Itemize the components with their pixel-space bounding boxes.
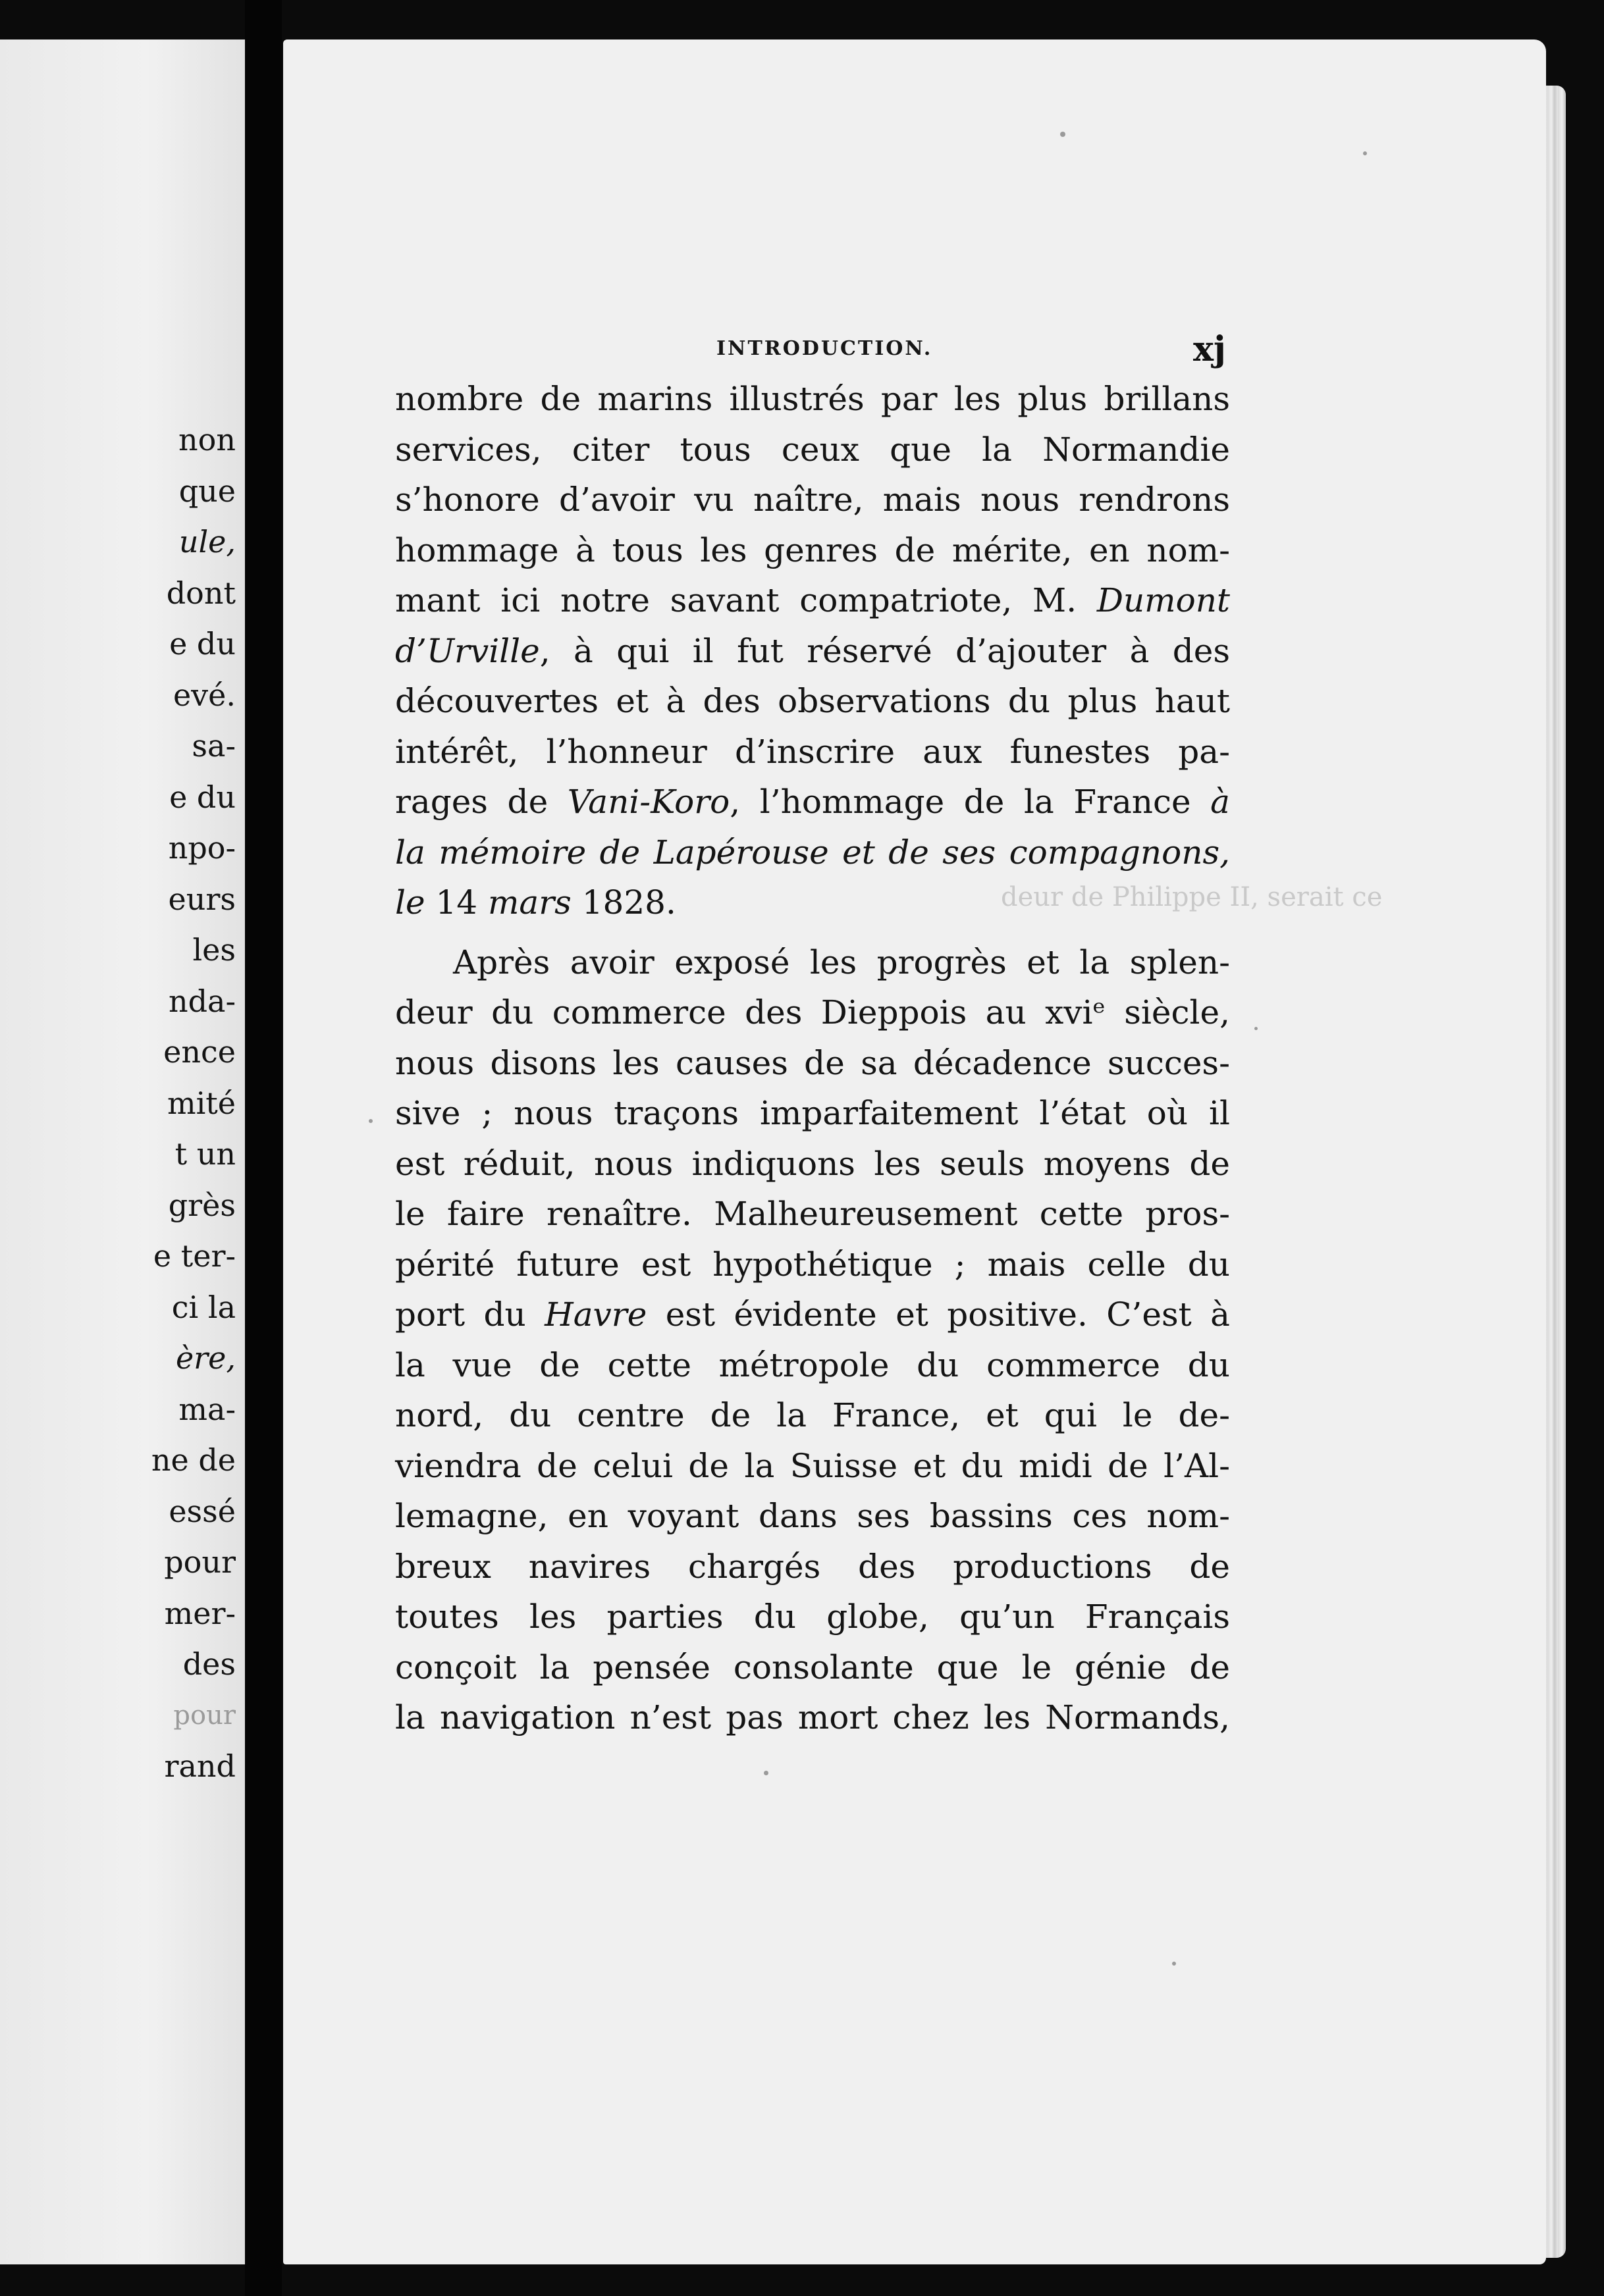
- left-page-line: e ter-: [153, 1238, 236, 1274]
- left-page-fragment: [0, 39, 245, 2264]
- left-page-line: dont: [166, 575, 236, 611]
- left-page-line: ule,: [178, 524, 236, 560]
- left-page-line: mité: [167, 1085, 236, 1121]
- text-run: la vue de cette métropole du commerce du: [395, 1345, 1230, 1384]
- text-run: lemagne, en voyant dans ses bassins ces nom-: [395, 1497, 1230, 1535]
- text-run: intérêt, l’honneur d’inscrire aux funestes pa-: [395, 732, 1230, 771]
- body-text: [395, 374, 1230, 1743]
- left-page-line: rand: [164, 1748, 236, 1784]
- text-line: [395, 1139, 1230, 1189]
- italic-text: la mémoire de Lapérouse et de ses compagnons,: [395, 833, 1230, 872]
- italic-text: Havre: [545, 1295, 647, 1334]
- page-number: xj: [1193, 329, 1226, 369]
- left-page-line: ma-: [178, 1391, 236, 1427]
- book-gutter: [245, 0, 282, 2296]
- text-run: nombre de marins illustrés par les plus brillans: [395, 380, 1230, 418]
- left-page-line: ci la: [171, 1289, 236, 1325]
- left-page-line: ne de: [151, 1442, 236, 1478]
- left-page-text: [151, 415, 236, 1792]
- text-line: [395, 1290, 1230, 1340]
- left-page-line: e du: [169, 626, 236, 662]
- text-run: services, citer tous ceux que la Normandie: [395, 430, 1230, 469]
- scan-speck: [764, 1771, 768, 1775]
- scan-speck: [369, 1119, 373, 1123]
- italic-text: à: [1210, 783, 1230, 821]
- text-line: [395, 937, 1230, 988]
- text-line: [395, 1189, 1230, 1239]
- text-line: [395, 425, 1230, 475]
- left-page-line: t un: [174, 1136, 236, 1172]
- text-run: mant ici notre savant compatriote, M.: [395, 581, 1097, 619]
- text-line: [395, 1542, 1230, 1592]
- text-line: [395, 1340, 1230, 1391]
- text-line: [395, 1692, 1230, 1743]
- text-run: est réduit, nous indiquons les seuls moyens de: [395, 1144, 1230, 1183]
- paragraph-gap: [395, 928, 1230, 937]
- left-page-line: des: [182, 1646, 236, 1682]
- left-page-line: e du: [169, 779, 236, 815]
- text-run: s’honore d’avoir vu naître, mais nous rendrons: [395, 481, 1230, 519]
- left-page-line: les: [192, 932, 236, 968]
- scan-speck: [1172, 1962, 1176, 1966]
- text-run: 1828.: [571, 883, 676, 922]
- text-line: [395, 1038, 1230, 1089]
- italic-text: Dumont: [1096, 581, 1230, 619]
- text-line: [395, 827, 1230, 878]
- text-run: rages de: [395, 783, 568, 821]
- text-line: [395, 374, 1230, 425]
- text-line: [395, 1491, 1230, 1542]
- text-run: hommage à tous les genres de mérite, en nom-: [395, 531, 1230, 569]
- left-page-line: evé.: [173, 677, 236, 713]
- italic-text: Vani-Koro: [567, 783, 730, 821]
- text-line: [395, 727, 1230, 777]
- text-run: deur du commerce des Dieppois au xviᵉ siècle,: [395, 993, 1230, 1031]
- left-page-line: pour: [164, 1544, 236, 1580]
- text-run: sive ; nous traçons imparfaitement l’état où il: [395, 1094, 1230, 1132]
- scan-speck: [1363, 151, 1367, 155]
- text-line: [395, 1088, 1230, 1139]
- text-line: [395, 626, 1230, 677]
- text-run: conçoit la pensée consolante que le génie de: [395, 1648, 1230, 1686]
- text-line: [395, 1642, 1230, 1693]
- left-page-line: que: [178, 473, 236, 509]
- text-line: [395, 1239, 1230, 1290]
- left-page-line: essé: [169, 1493, 236, 1529]
- text-run: port du: [395, 1295, 545, 1334]
- text-line: [395, 987, 1230, 1038]
- left-page-line: nda-: [168, 983, 236, 1019]
- italic-text: le: [395, 883, 425, 922]
- text-run: Après avoir exposé les progrès et la splen-: [453, 943, 1230, 981]
- text-line: [395, 1441, 1230, 1492]
- left-page-line: npo-: [168, 830, 236, 866]
- left-page-line: ère,: [175, 1340, 236, 1376]
- text-run: , l’hommage de la France: [730, 783, 1211, 821]
- text-run: périté future est hypothétique ; mais celle du: [395, 1245, 1230, 1284]
- text-run: la navigation n’est pas mort chez les Normands,: [395, 1698, 1230, 1736]
- text-run: toutes les parties du globe, qu’un Français: [395, 1598, 1230, 1636]
- left-page-line: mer-: [164, 1595, 236, 1631]
- text-line: [395, 777, 1230, 827]
- text-line: [395, 877, 1230, 928]
- text-run: , à qui il fut réservé d’ajouter à des: [539, 631, 1230, 670]
- italic-text: mars: [488, 883, 572, 922]
- text-run: breux navires chargés des productions de: [395, 1547, 1230, 1586]
- text-line: [395, 575, 1230, 626]
- text-line: [395, 525, 1230, 576]
- left-page-line: sa-: [192, 728, 236, 764]
- text-run: viendra de celui de la Suisse et du midi de l’Al-: [395, 1446, 1230, 1485]
- text-line: [395, 1390, 1230, 1441]
- left-page-line: non: [178, 422, 236, 457]
- left-page-line: pour: [173, 1700, 236, 1731]
- running-title: INTRODUCTION.: [716, 337, 933, 360]
- text-run: 14: [425, 883, 489, 922]
- scan-speck: [1060, 132, 1065, 137]
- left-page-line: grès: [168, 1187, 236, 1223]
- left-page-line: eurs: [168, 881, 236, 917]
- italic-text: d’Urville: [395, 631, 540, 670]
- text-line: [395, 475, 1230, 525]
- text-run: est évidente et positive. C’est à: [647, 1295, 1230, 1334]
- text-run: nous disons les causes de sa décadence succes-: [395, 1043, 1230, 1082]
- text-run: le faire renaître. Malheureusement cette pros-: [395, 1195, 1230, 1233]
- left-page-line: ence: [163, 1034, 236, 1070]
- text-run: nord, du centre de la France, et qui le de-: [395, 1396, 1230, 1434]
- text-line: [395, 676, 1230, 727]
- bleed-through-text: deur de Philippe II, serait ce: [1001, 882, 1383, 912]
- text-line: [395, 1592, 1230, 1642]
- text-run: découvertes et à des observations du plus haut: [395, 682, 1230, 720]
- scan-speck: [1254, 1027, 1258, 1030]
